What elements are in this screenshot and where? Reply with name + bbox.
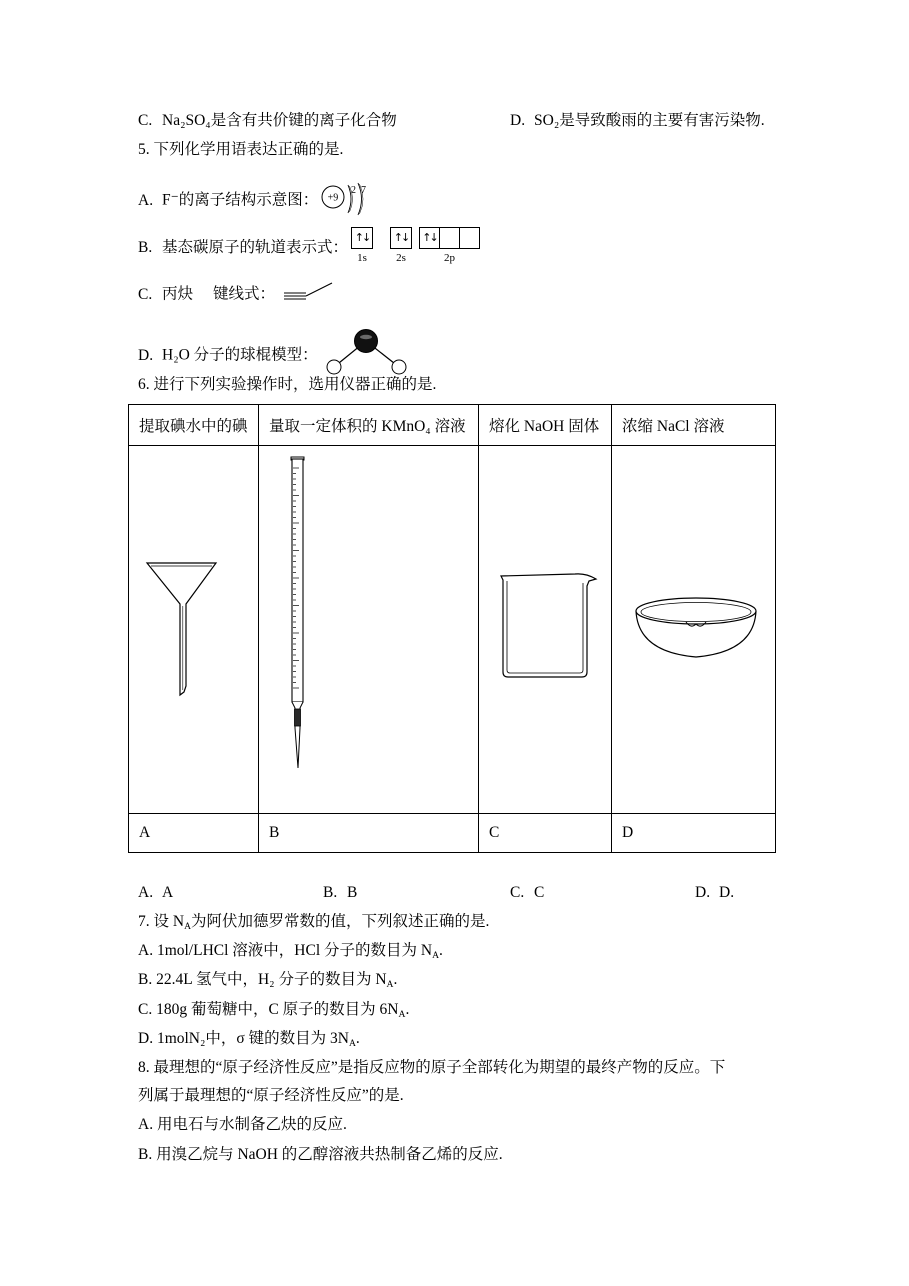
q5-option-b [138, 231, 485, 278]
orbital-label-2s: 2s [396, 252, 406, 264]
table-label-cell: C [479, 814, 612, 853]
q8-stem-line-2: 列属于最理想的“原子经济性反应”的是. [138, 1087, 404, 1104]
option-label: C. [510, 884, 525, 901]
subscript: A [348, 1037, 356, 1049]
nucleus-charge: +9 [327, 192, 339, 204]
water-ball-and-stick-model [322, 326, 412, 378]
q7-option-c [138, 1000, 409, 1020]
text-segment: . [439, 942, 443, 959]
subscript: A [432, 949, 440, 961]
table-header-cell: 量取一定体积的 KMnO₄ 溶液 [259, 405, 479, 446]
q4-option-c [138, 111, 397, 131]
q8-option-a: A. 用电石与水制备乙炔的反应. [138, 1116, 347, 1133]
table-image-cell [479, 446, 612, 814]
hydrogen-atom-ball-left [327, 360, 341, 374]
text-segment: 为阿伏加德罗常数的值，下列叙述正确的是. [191, 913, 490, 930]
option-text: B [347, 884, 358, 901]
table-label-cell: B [259, 814, 479, 853]
text-segment: B. 22.4L 氢气中，H₂ 分子的数目为 N [138, 971, 387, 988]
q7-option-d [138, 1029, 360, 1049]
subscript: A [184, 920, 192, 932]
orbital-diagram [351, 227, 485, 267]
option-text-suffix: 键线式： [213, 285, 276, 303]
q5-stem: 5. 下列化学用语表达正确的是. [138, 141, 344, 158]
shell-1-electrons: 2 [351, 185, 357, 196]
option-label: C. [138, 112, 153, 129]
option-text: 基态碳原子的轨道表示式： [162, 239, 349, 256]
option-label: B. [138, 239, 153, 256]
single-bond-line [306, 283, 332, 296]
table-header-cell: 提取碘水中的碘 [129, 405, 259, 446]
orbital-label-1s: 1s [357, 252, 367, 264]
option-text: A [162, 884, 174, 901]
q5-option-c [138, 283, 335, 307]
option-text: 丙炔 [162, 285, 194, 303]
subscript: A [398, 1008, 406, 1020]
text-segment: . [405, 1001, 410, 1018]
table-image-cell [612, 446, 776, 814]
option-text: D. [719, 884, 735, 901]
orbital-box-1s: ↑↓ [351, 227, 373, 249]
option-label: D. [695, 884, 711, 901]
option-label: C. [138, 285, 153, 303]
funnel-body [147, 563, 216, 695]
burette-icon [259, 446, 479, 813]
option-text: H₂O 分子的球棍模型： [162, 346, 318, 364]
table-label-row [129, 814, 776, 853]
table-header-cell: 熔化 NaOH 固体 [479, 405, 612, 446]
option-label: D. [138, 346, 154, 364]
orbital-box-2p-3 [459, 227, 480, 249]
text-segment: . [355, 1030, 360, 1047]
q7-option-b [138, 970, 397, 990]
text-segment: 7. 设 N [138, 913, 185, 930]
q4-option-d [510, 111, 765, 131]
q7-option-a [138, 941, 443, 961]
funnel-icon [129, 446, 259, 813]
text-segment: . [393, 971, 398, 988]
table-image-row [129, 446, 776, 814]
q6-answer-d [695, 883, 734, 903]
beaker-icon [479, 446, 612, 813]
oxygen-atom-ball [354, 330, 377, 353]
option-label: D. [510, 112, 526, 129]
q7-stem [138, 912, 489, 932]
subscript: A [386, 978, 394, 990]
option-text: SO₂是导致酸雨的主要有害污染物. [534, 112, 765, 129]
q8-option-b: B. 用溴乙烷与 NaOH 的乙醇溶液共热制备乙烯的反应. [138, 1146, 503, 1163]
beaker-outer-wall [501, 574, 596, 677]
table-header-cell: 浓缩 NaCl 溶液 [612, 405, 776, 446]
text-segment: C. 180g 葡萄糖中，C 原子的数目为 6N [138, 1001, 399, 1018]
option-label: B. [323, 884, 338, 901]
table-image-cell [129, 446, 259, 814]
text-segment: D. 1molN₂中，σ 键的数目为 3N [138, 1030, 349, 1047]
hydrogen-atom-ball-right [392, 360, 406, 374]
orbital-box-2p-1: ↑↓ [419, 227, 440, 249]
orbital-box-2s: ↑↓ [390, 227, 412, 249]
table-label-cell: D [612, 814, 776, 853]
q6-stem: 6. 进行下列实验操作时，选用仪器正确的是. [138, 376, 437, 393]
evaporating-dish-icon [612, 446, 776, 813]
text-segment: A. 1mol/LHCl 溶液中，HCl 分子的数目为 N [138, 942, 433, 959]
orbital-box-2p-2 [439, 227, 460, 249]
propyne-bond-line-structure [281, 280, 335, 304]
q6-answer-c [510, 883, 544, 903]
option-label: A. [138, 884, 154, 901]
option-text: C [534, 884, 545, 901]
q5-option-a [138, 183, 372, 219]
table-image-cell [259, 446, 479, 814]
apparatus-table [128, 404, 776, 853]
orbital-label-2p: 2p [444, 252, 456, 264]
dish-rim-inner [641, 603, 751, 622]
fluoride-ion-structure-diagram [320, 181, 372, 217]
shell-2-electrons: 7 [361, 185, 367, 196]
option-text: F⁻的离子结构示意图： [162, 191, 319, 209]
option-text: Na₂SO₄是含有共价键的离子化合物 [162, 112, 397, 129]
q6-answer-b [323, 883, 357, 903]
option-label: A. [138, 191, 154, 209]
burette-stopcock [295, 709, 301, 726]
table-header-row [129, 405, 776, 446]
q6-answer-a [138, 883, 173, 903]
table-label-cell: A [129, 814, 259, 853]
oxygen-highlight [360, 335, 372, 339]
q8-stem-line-1: 8. 最理想的“原子经济性反应”是指反应物的原子全部转化为期望的最终产物的反应。下 [138, 1059, 726, 1076]
